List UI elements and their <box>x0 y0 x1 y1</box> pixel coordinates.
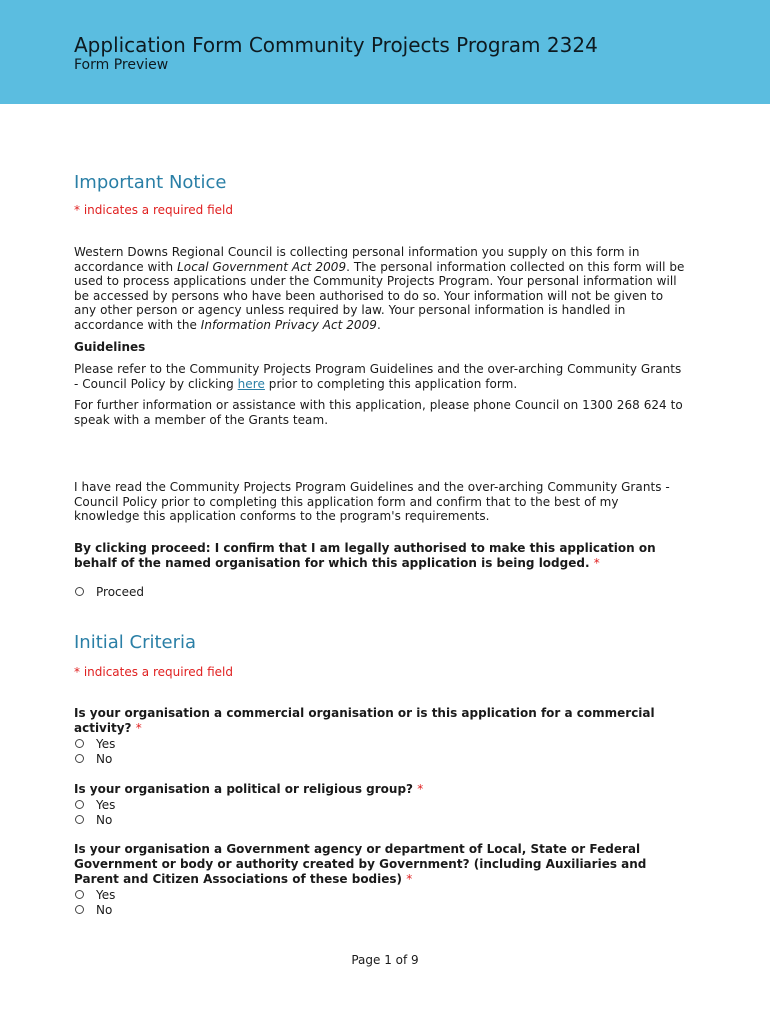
required-star: * <box>406 872 413 886</box>
radio-button[interactable] <box>75 800 84 809</box>
form-header <box>0 0 770 104</box>
form-title: Application Form Community Projects Program 2324 <box>74 33 598 57</box>
required-star: * <box>135 721 142 735</box>
radio-button[interactable] <box>75 754 84 763</box>
initial-criteria-heading: Initial Criteria <box>74 632 197 653</box>
option-no[interactable] <box>74 902 112 917</box>
option-yes[interactable] <box>74 736 115 751</box>
question-political-religious: Is your organisation a political or religious group? * <box>74 782 424 796</box>
option-no[interactable] <box>74 812 112 827</box>
guidelines-text: Please refer to the Community Projects Program Guidelines and the over-arching Community Grants - Council Policy by clicking here prior to completing this application form. <box>74 362 682 391</box>
radio-button[interactable] <box>75 739 84 748</box>
option-yes[interactable] <box>74 887 115 902</box>
important-notice-heading: Important Notice <box>74 172 227 193</box>
option-yes[interactable] <box>74 797 115 812</box>
declaration-text: I have read the Community Projects Program Guidelines and the over-arching Community Grants - Council Policy prior to completing this application form and confirm that to the best of my knowledge this application conforms to the program's requirements. <box>74 480 670 524</box>
question-commercial: Is your organisation a commercial organisation or is this application for a commercial activity? * <box>74 706 655 735</box>
required-star: * <box>593 556 600 570</box>
option-label: Yes <box>96 736 116 751</box>
privacy-statement: Western Downs Regional Council is collecting personal information you supply on this form in accordance with Local Government Act 2009. The personal information collected on this form will be used to process applications under the Community Projects Program. Your personal information will be accessed by persons who have been authorised to do so. Your information will not be given to any other person or agency unless required by law. Your personal information is handled in accordance with the Information Privacy Act 2009. <box>74 245 685 332</box>
option-no[interactable] <box>74 751 112 766</box>
required-field-note: * indicates a required field <box>74 665 233 679</box>
radio-button[interactable] <box>75 890 84 899</box>
option-label: No <box>96 751 113 766</box>
required-field-note: * indicates a required field <box>74 203 233 217</box>
option-label: Yes <box>96 797 116 812</box>
required-star: * <box>417 782 424 796</box>
option-label: No <box>96 812 113 827</box>
form-subtitle: Form Preview <box>74 57 169 73</box>
radio-button[interactable] <box>75 905 84 914</box>
page-number: Page 1 of 9 <box>351 953 419 967</box>
option-label: Proceed <box>96 584 145 599</box>
proceed-option[interactable] <box>74 584 144 599</box>
guidelines-heading: Guidelines <box>74 340 146 354</box>
option-label: No <box>96 902 113 917</box>
question-government-agency: Is your organisation a Government agency or department of Local, State or Federal Government or body or authority created by Government? (including Auxiliaries and Parent and Citizen Associations of these bodies) * <box>74 842 647 886</box>
contact-text: For further information or assistance with this application, please phone Council on 1300 268 624 to speak with a member of the Grants team. <box>74 398 683 427</box>
radio-button[interactable] <box>75 815 84 824</box>
proceed-question: By clicking proceed: I confirm that I am legally authorised to make this application on behalf of the named organisation for which this application is being lodged. * <box>74 541 656 570</box>
guidelines-link[interactable]: here <box>237 376 265 391</box>
radio-button[interactable] <box>75 587 84 596</box>
option-label: Yes <box>96 887 116 902</box>
